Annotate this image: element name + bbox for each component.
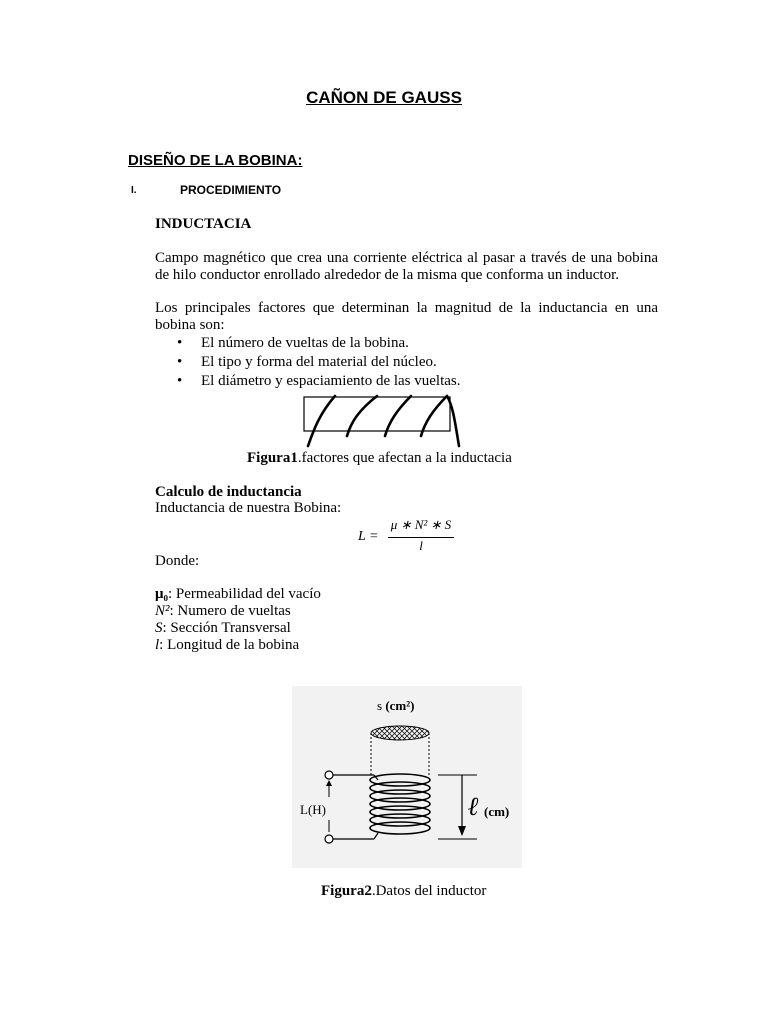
inductancia-heading: INDUCTACIA bbox=[155, 216, 252, 232]
cross-section-label: s (cm²) bbox=[377, 698, 415, 713]
figure2-caption: Figura2.Datos del inductor bbox=[321, 883, 487, 899]
definition-item: S: Sección Transversal bbox=[155, 620, 291, 636]
figure2-inductor-diagram bbox=[292, 686, 522, 868]
definition-item: μ₀: Permeabilidad del vacío bbox=[155, 586, 321, 602]
factor-list bbox=[155, 334, 461, 391]
list-item: • El número de vueltas de la bobina. bbox=[177, 335, 409, 351]
calc-heading: Calculo de inductancia bbox=[155, 484, 302, 500]
calc-subheading: Inductancia de nuestra Bobina: bbox=[155, 500, 342, 516]
formula-denominator: l bbox=[419, 538, 423, 553]
list-item: • El tipo y forma del material del núcleo. bbox=[177, 354, 437, 370]
terminal-bottom bbox=[325, 835, 333, 843]
procedure-heading: PROCEDIMIENTO bbox=[180, 183, 282, 197]
donde-label: Donde: bbox=[155, 553, 200, 569]
length-symbol: ℓ bbox=[468, 792, 480, 821]
cross-section-ellipse bbox=[371, 726, 429, 740]
page-title: CAÑON DE GAUSS bbox=[306, 88, 462, 107]
coil-turns bbox=[370, 774, 430, 834]
inductance-label: L(H) bbox=[300, 802, 326, 817]
bullet-icon: • bbox=[177, 335, 183, 351]
figure1-caption: Figura1.factores que afectan a la inductacia bbox=[247, 450, 512, 466]
definition-item: l: Longitud de la bobina bbox=[155, 637, 300, 653]
bullet-icon: • bbox=[177, 373, 183, 389]
procedure-numeral: I. bbox=[131, 185, 137, 196]
coil-windings bbox=[308, 396, 459, 446]
definition-item: N²: Numero de vueltas bbox=[155, 603, 291, 619]
paragraph-definition: Campo magnético que crea una corriente eléctrica al pasar a través de una bobina de hilo conductor enrollado alrededor de la misma que conforma un inductor. bbox=[155, 250, 658, 283]
terminal-top bbox=[325, 771, 333, 779]
coil-core bbox=[304, 397, 450, 431]
list-item: • El diámetro y espaciamiento de las vueltas. bbox=[177, 373, 461, 389]
length-unit: (cm) bbox=[484, 804, 510, 819]
paragraph-factors: Los principales factores que determinan la magnitud de la inductancia en una bobina son: bbox=[155, 300, 658, 333]
formula-lhs: L = bbox=[358, 529, 379, 544]
figure1-coil-drawing bbox=[295, 392, 465, 450]
section-heading: DISEÑO DE LA BOBINA: bbox=[128, 152, 303, 169]
bullet-icon: • bbox=[177, 354, 183, 370]
formula-numerator: μ ∗ N² ∗ S bbox=[390, 517, 452, 532]
